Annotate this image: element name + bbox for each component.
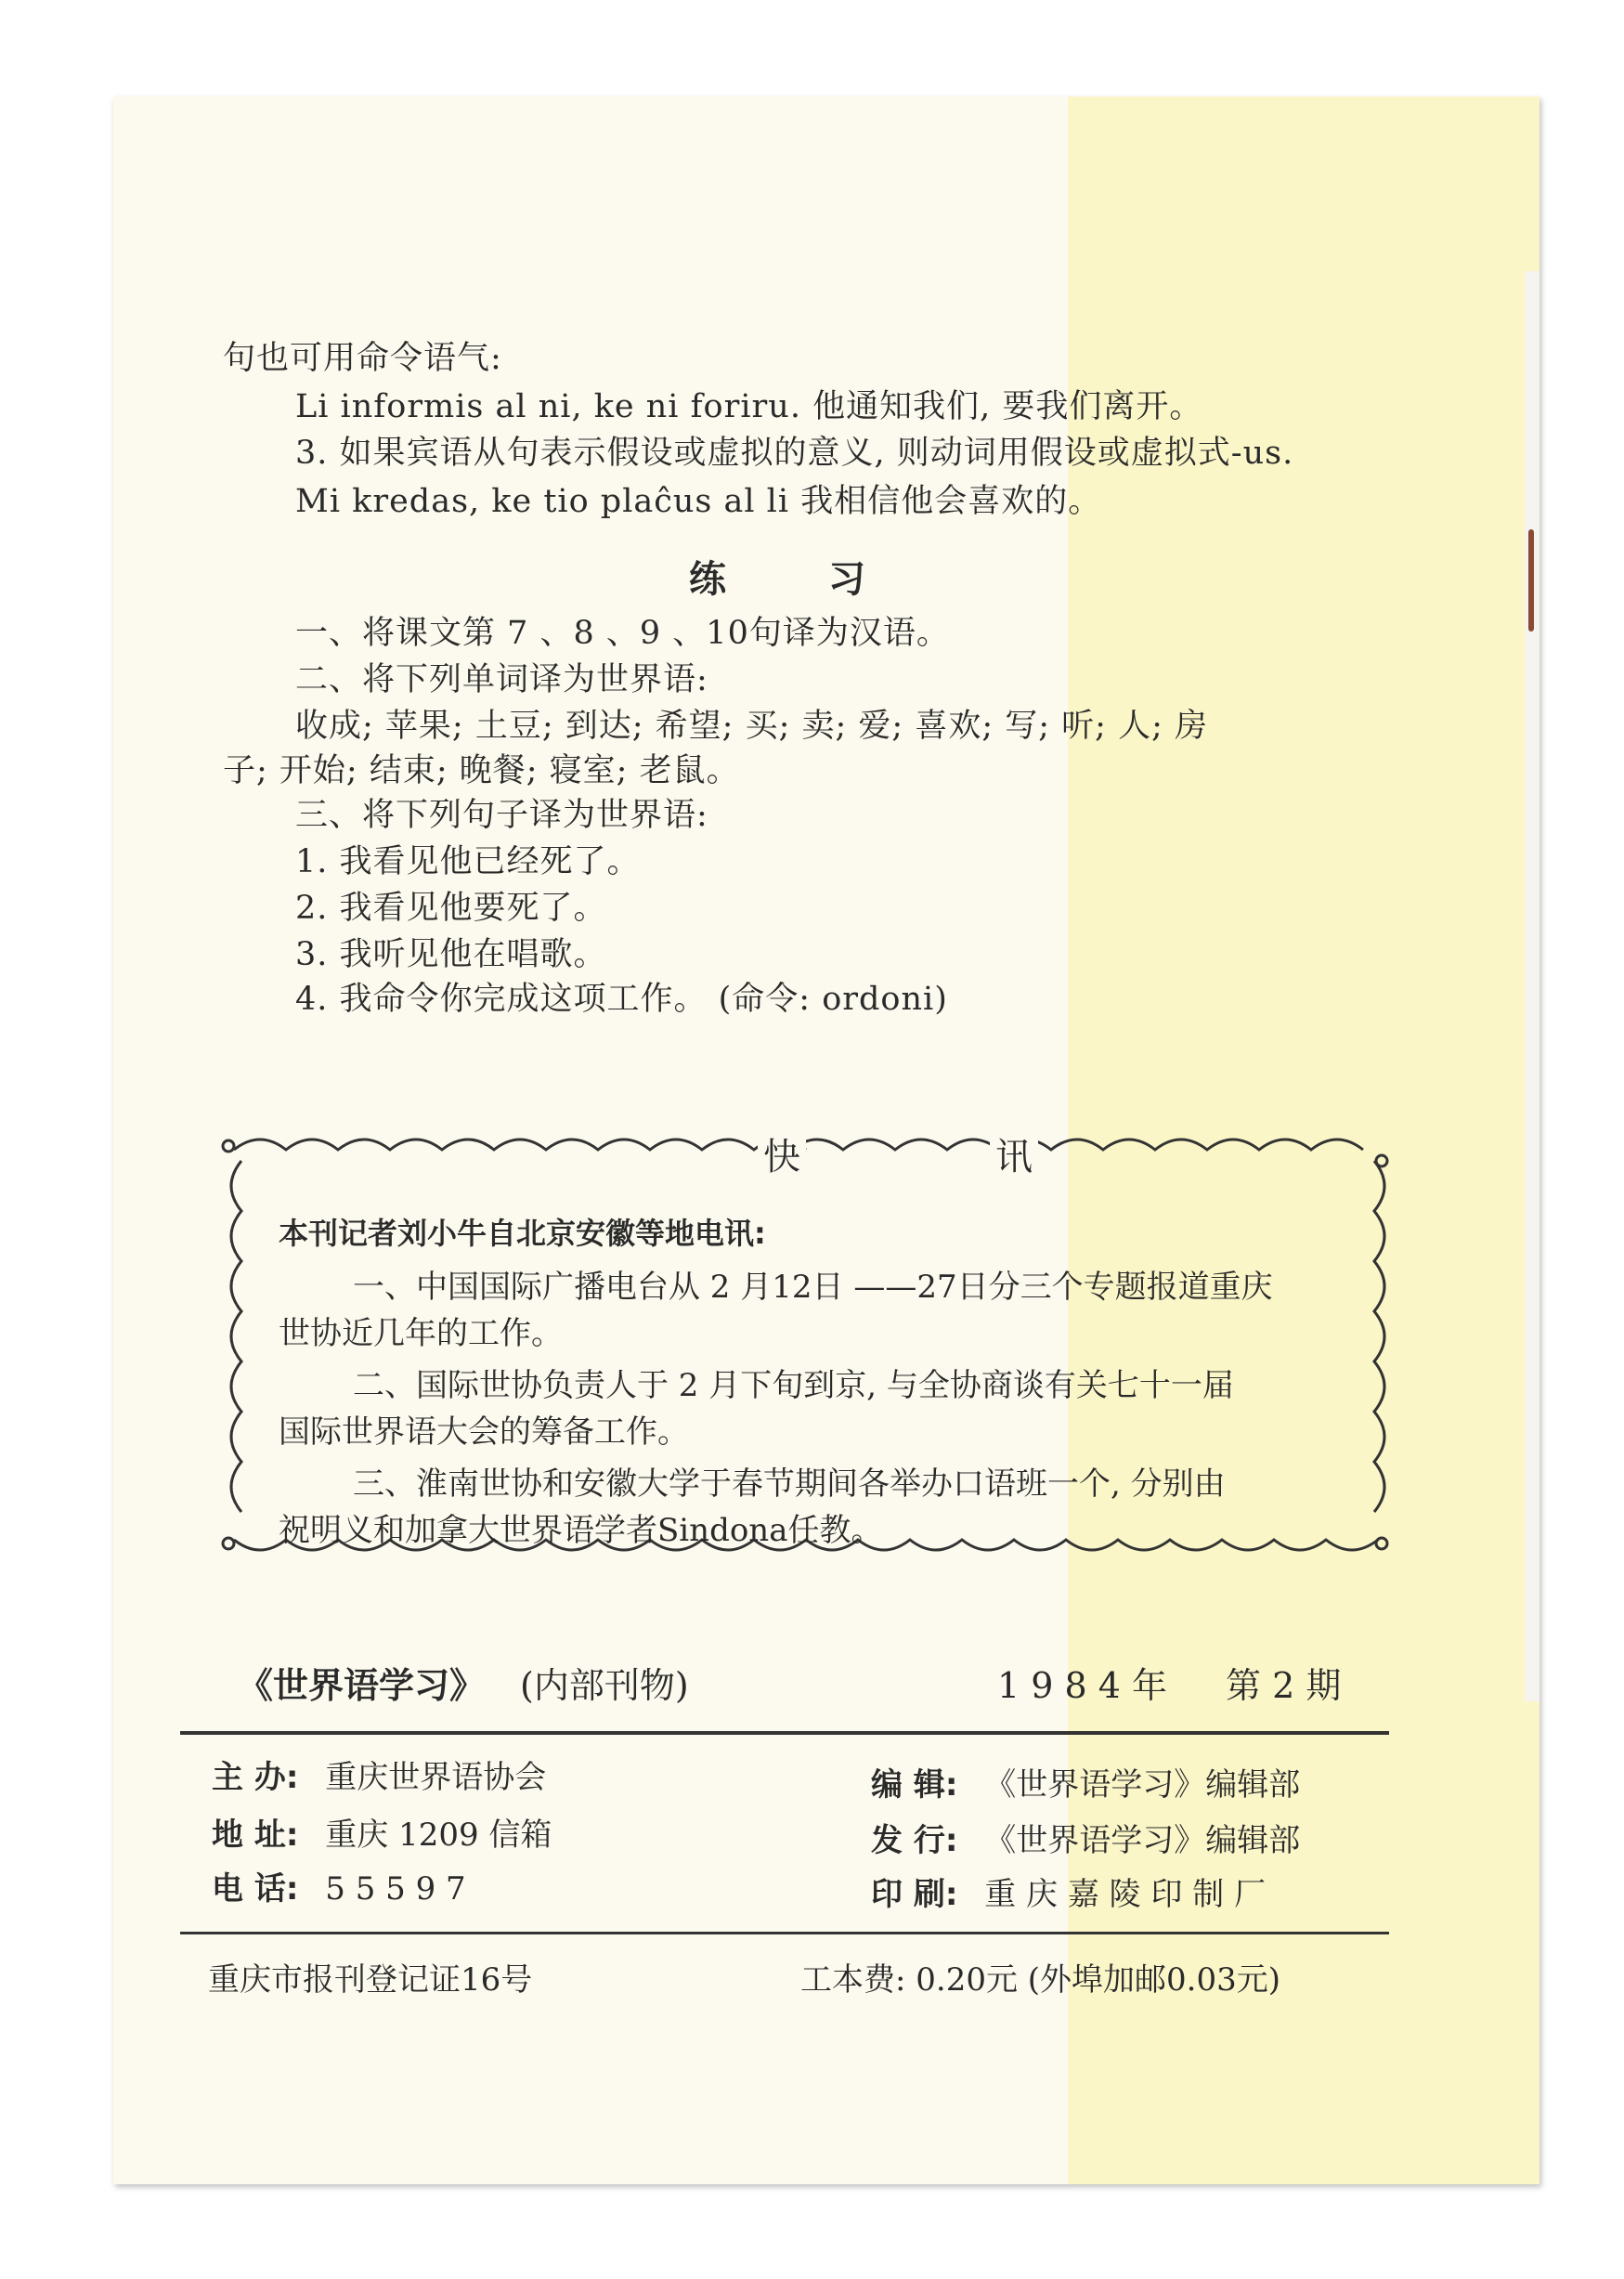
address-value: 重庆 1209 信箱 xyxy=(325,1817,552,1854)
printer-row xyxy=(871,1869,1266,1914)
news-box xyxy=(215,1124,1397,1560)
lesson-line: Mi kredas, ke tio plaĉus al li 我相信他会喜欢的。 xyxy=(295,483,1102,520)
editor-value: 《世界语学习》编辑部 xyxy=(984,1766,1301,1804)
info-rule xyxy=(180,1932,1389,1934)
exercise-item: 收成; 苹果; 土豆; 到达; 希望; 买; 卖; 爱; 喜欢; 写; 听; 人; 房 xyxy=(295,708,1209,745)
registration-number: 重庆市报刊登记证16号 xyxy=(208,1961,533,1999)
binding-mark xyxy=(1528,529,1534,632)
lesson-line: 3. 如果宾语从句表示假设或虚拟的意义, 则动词用假设或虚拟式-us. xyxy=(295,435,1294,472)
sponsor-value: 重庆世界语协会 xyxy=(325,1759,547,1796)
exercise-item: 2. 我看见他要死了。 xyxy=(295,890,607,927)
masthead-rule xyxy=(180,1731,1389,1735)
news-paragraph-line: 世协近几年的工作。 xyxy=(279,1315,563,1352)
printer-value: 重 庆 嘉 陵 印 制 厂 xyxy=(984,1876,1267,1913)
editor-label: 编 辑: xyxy=(871,1766,958,1804)
page-content xyxy=(113,97,1540,2184)
exercise-item: 二、将下列单词译为世界语: xyxy=(295,661,708,698)
news-headline: 本刊记者刘小牛自北京安徽等地电讯: xyxy=(279,1216,766,1251)
publisher-row xyxy=(871,1815,1300,1860)
exercise-item: 3. 我听见他在唱歌。 xyxy=(295,936,607,973)
lesson-line: Li informis al ni, ke ni foriru. 他通知我们, 要我们离开。 xyxy=(295,388,1203,425)
address-row xyxy=(212,1809,552,1855)
news-paragraph-line: 一、中国国际广播电台从 2 月12日 ——27日分三个专题报道重庆 xyxy=(353,1269,1273,1306)
publisher-value: 《世界语学习》编辑部 xyxy=(984,1822,1301,1859)
magazine-name: 《世界语学习》 xyxy=(238,1665,486,1706)
news-paragraph-line: 祝明义和加拿大世界语学者Sindona任教。 xyxy=(279,1512,883,1549)
price: 工本费: 0.20元 (外埠加邮0.03元) xyxy=(800,1961,1281,1999)
phone-value: 5 5 5 9 7 xyxy=(325,1870,466,1908)
exercise-item: 1. 我看见他已经死了。 xyxy=(295,843,641,880)
sponsor-label: 主 办: xyxy=(212,1759,299,1796)
phone-label: 电 话: xyxy=(212,1870,299,1908)
exercise-title: 练习 xyxy=(689,558,968,601)
news-title-right: 讯 xyxy=(990,1127,1038,1180)
address-label: 地 址: xyxy=(212,1817,299,1854)
news-paragraph-line: 国际世界语大会的筹备工作。 xyxy=(279,1413,689,1451)
news-paragraph-line: 二、国际世协负责人于 2 月下旬到京, 与全协商谈有关七十一届 xyxy=(353,1367,1234,1404)
news-title-left: 快 xyxy=(758,1127,806,1180)
printer-label: 印 刷: xyxy=(871,1876,958,1913)
phone-row xyxy=(212,1863,466,1908)
lesson-line: 句也可用命令语气: xyxy=(223,340,502,377)
magazine-note: (内部刊物) xyxy=(520,1665,689,1706)
publisher-label: 发 行: xyxy=(871,1822,958,1859)
magazine-year: 1 9 8 4 年 xyxy=(997,1665,1168,1706)
exercise-item: 4. 我命令你完成这项工作。 (命令: ordoni) xyxy=(295,981,948,1018)
sponsor-row xyxy=(212,1752,546,1797)
page-spine xyxy=(1525,271,1540,1701)
magazine-issue: 第 2 期 xyxy=(1226,1665,1342,1706)
editor-row xyxy=(871,1759,1300,1804)
news-paragraph-line: 三、淮南世协和安徽大学于春节期间各举办口语班一个, 分别由 xyxy=(353,1465,1226,1503)
exercise-item: 子; 开始; 结束; 晚餐; 寝室; 老鼠。 xyxy=(223,752,740,789)
exercise-item: 一、将课文第 7 、8 、9 、10句译为汉语。 xyxy=(295,615,950,652)
magazine-page xyxy=(113,97,1540,2184)
exercise-item: 三、将下列句子译为世界语: xyxy=(295,797,708,834)
